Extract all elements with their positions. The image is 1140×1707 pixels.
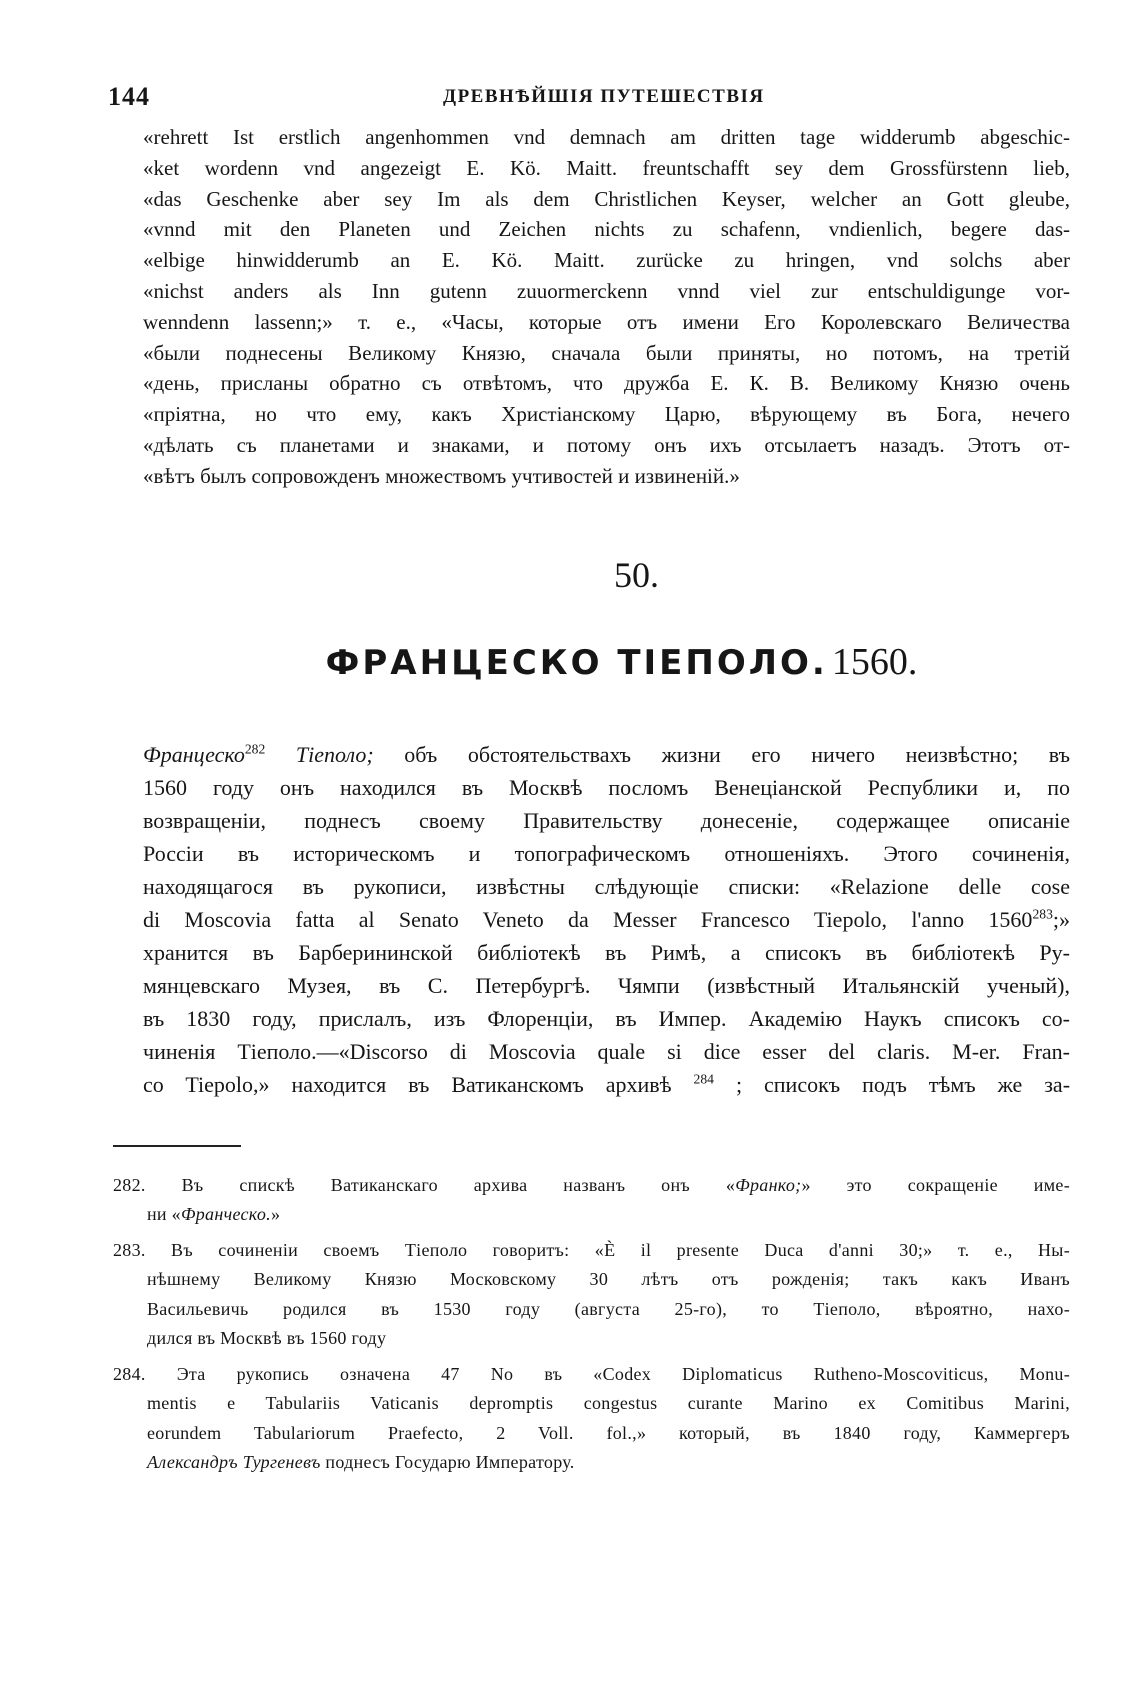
- body-line: находящагося въ рукописи, извѣстны слѣдующіе списки: «Relazione delle cose: [143, 873, 1070, 899]
- quote-paragraph: [143, 122, 1070, 492]
- page-number: 144: [108, 82, 150, 111]
- footnote-line: 282. Въ спискѣ Ватиканскаго архива названъ онъ «Франко;» это сокращеніе име-: [113, 1174, 1070, 1195]
- footnote-line: Васильевичь родился въ 1530 году (августа 25-го), то Тіеполо, вѣроятно, нахо-: [147, 1298, 1070, 1319]
- section-title-year: 1560.: [831, 640, 918, 683]
- footnote-ref-284[interactable]: 284: [693, 1071, 714, 1087]
- section-title-name: ФРАНЦЕСКО ТІЕПОЛО.: [325, 642, 828, 683]
- footnote-ref-283[interactable]: 283: [1032, 906, 1053, 922]
- quote-line: «пріятна, но что ему, какъ Христіанскому Царю, вѣрующему въ Бога, нечего: [143, 402, 1070, 427]
- quote-line: «vnnd mit den Planeten und Zeichen nichts zu schafenn, vndienlich, begere das-: [143, 217, 1070, 242]
- quote-line: «день, присланы обратно съ отвѣтомъ, что дружба Е. К. В. Великому Князю очень: [143, 371, 1070, 396]
- footnote-line: дился въ Москвѣ въ 1560 году: [147, 1328, 387, 1349]
- quote-line: «elbige hinwidderumb an E. Kö. Maitt. zurücke zu hringen, vnd solchs aber: [143, 248, 1070, 273]
- body-line: возвращеніи, поднесъ своему Правительству донесеніе, содержащее описаніе: [143, 807, 1070, 833]
- quote-line: «das Geschenke aber sey Im als dem Christlichen Keyser, welcher an Gott gleube,: [143, 186, 1070, 211]
- author-last-name: Тіеполо;: [295, 741, 374, 767]
- footnote-line: 284. Эта рукопись означена 47 No въ «Codex Diplomaticus Rutheno-Moscoviticus, Monu-: [113, 1363, 1070, 1384]
- footnote-line: ни «Франческо.»: [147, 1204, 281, 1225]
- footnote-line: mentis e Tabulariis Vaticanis depromptis congestus curante Marino ex Comitibus Marini,: [147, 1393, 1070, 1414]
- quote-line: wenndenn lassenn;» т. е., «Часы, которые отъ имени Его Королевскаго Величества: [143, 309, 1070, 334]
- body-line: чиненія Тіеполо.—«Discorso di Moscovia quale si dice esser del claris. M-er. Fran-: [143, 1038, 1070, 1064]
- quote-line: «ket wordenn vnd angezeigt E. Kö. Maitt. freuntschafft sey dem Grossfürstenn lieb,: [143, 155, 1070, 180]
- section-title: [173, 640, 1070, 684]
- body-line: di Moscovia fatta al Senato Veneto da Messer Francesco Tiepolo, l'anno 1560$^{283}$;»: [143, 906, 1070, 932]
- footnotes: [113, 1171, 1070, 1478]
- footnote-284: [113, 1360, 1070, 1478]
- footnote-ref-282[interactable]: 282: [244, 741, 266, 757]
- footnote-282: [113, 1171, 1070, 1230]
- body-line: въ 1830 году, прислалъ, изъ Флоренціи, въ Импер. Академію Наукъ списокъ со-: [143, 1005, 1070, 1031]
- body-line: 1560 году онъ находился въ Москвѣ посломъ Венеціанской Республики и, по: [143, 774, 1070, 800]
- quote-line: «nichst anders als Inn gutenn zuuormerckenn vnnd viel zur entschuldigunge vor-: [143, 278, 1070, 303]
- body-paragraph: [143, 738, 1070, 1101]
- footnote-line: нѣшнему Великому Князю Московскому 30 лѣтъ отъ рожденія; такъ какъ Иванъ: [147, 1269, 1070, 1290]
- footnote-line: Александръ Тургеневъ поднесъ Государю Императору.: [147, 1452, 575, 1473]
- author-first-name: Францеско: [143, 741, 245, 767]
- footnote-line: 283. Въ сочиненіи своемъ Тіеполо говоритъ: «È il presente Duca d'anni 30;» т. е., Ны-: [113, 1239, 1070, 1260]
- footnote-line: eorundem Tabulariorum Praefecto, 2 Voll. fol.,» который, въ 1840 году, Каммергеръ: [147, 1422, 1070, 1443]
- running-title: ДРЕВНѢЙШІЯ ПУТЕШЕСТВІЯ: [443, 86, 765, 107]
- body-line: хранится въ Барберининской библіотекѣ въ Римѣ, а списокъ въ библіотекѣ Ру-: [143, 939, 1070, 965]
- body-line: мянцевскаго Музея, въ С. Петербургѣ. Чямпи (извѣстный Итальянскій ученый),: [143, 972, 1070, 998]
- quote-line: «дѣлать съ планетами и знаками, и потому онъ ихъ отсылаетъ назадъ. Этотъ от-: [143, 432, 1070, 457]
- body-line: co Tiepolo,» находится въ Ватиканскомъ архивѣ $^{284}$ ; списокъ подъ тѣмъ же за-: [143, 1071, 1070, 1097]
- body-line: Россіи въ историческомъ и топографическомъ отношеніяхъ. Этого сочиненія,: [143, 840, 1070, 866]
- running-head: [108, 78, 1070, 118]
- quote-line: «rehrett Ist erstlich angenhommen vnd demnach am dritten tage widderumb abgeschic-: [143, 125, 1070, 149]
- section-number: 50.: [614, 554, 659, 595]
- quote-line: «вѣтъ былъ сопровожденъ множествомъ учтивостей и извиненій.»: [143, 463, 740, 488]
- body-line: Францеско$^{282}$ Тіеполо; объ обстоятельствахъ жизни его ничего неизвѣстно; въ: [143, 741, 1070, 767]
- footnote-283: [113, 1236, 1070, 1354]
- footnote-divider: [113, 1145, 241, 1147]
- quote-line: «были поднесены Великому Князю, сначала были приняты, но потомъ, на третій: [143, 340, 1070, 365]
